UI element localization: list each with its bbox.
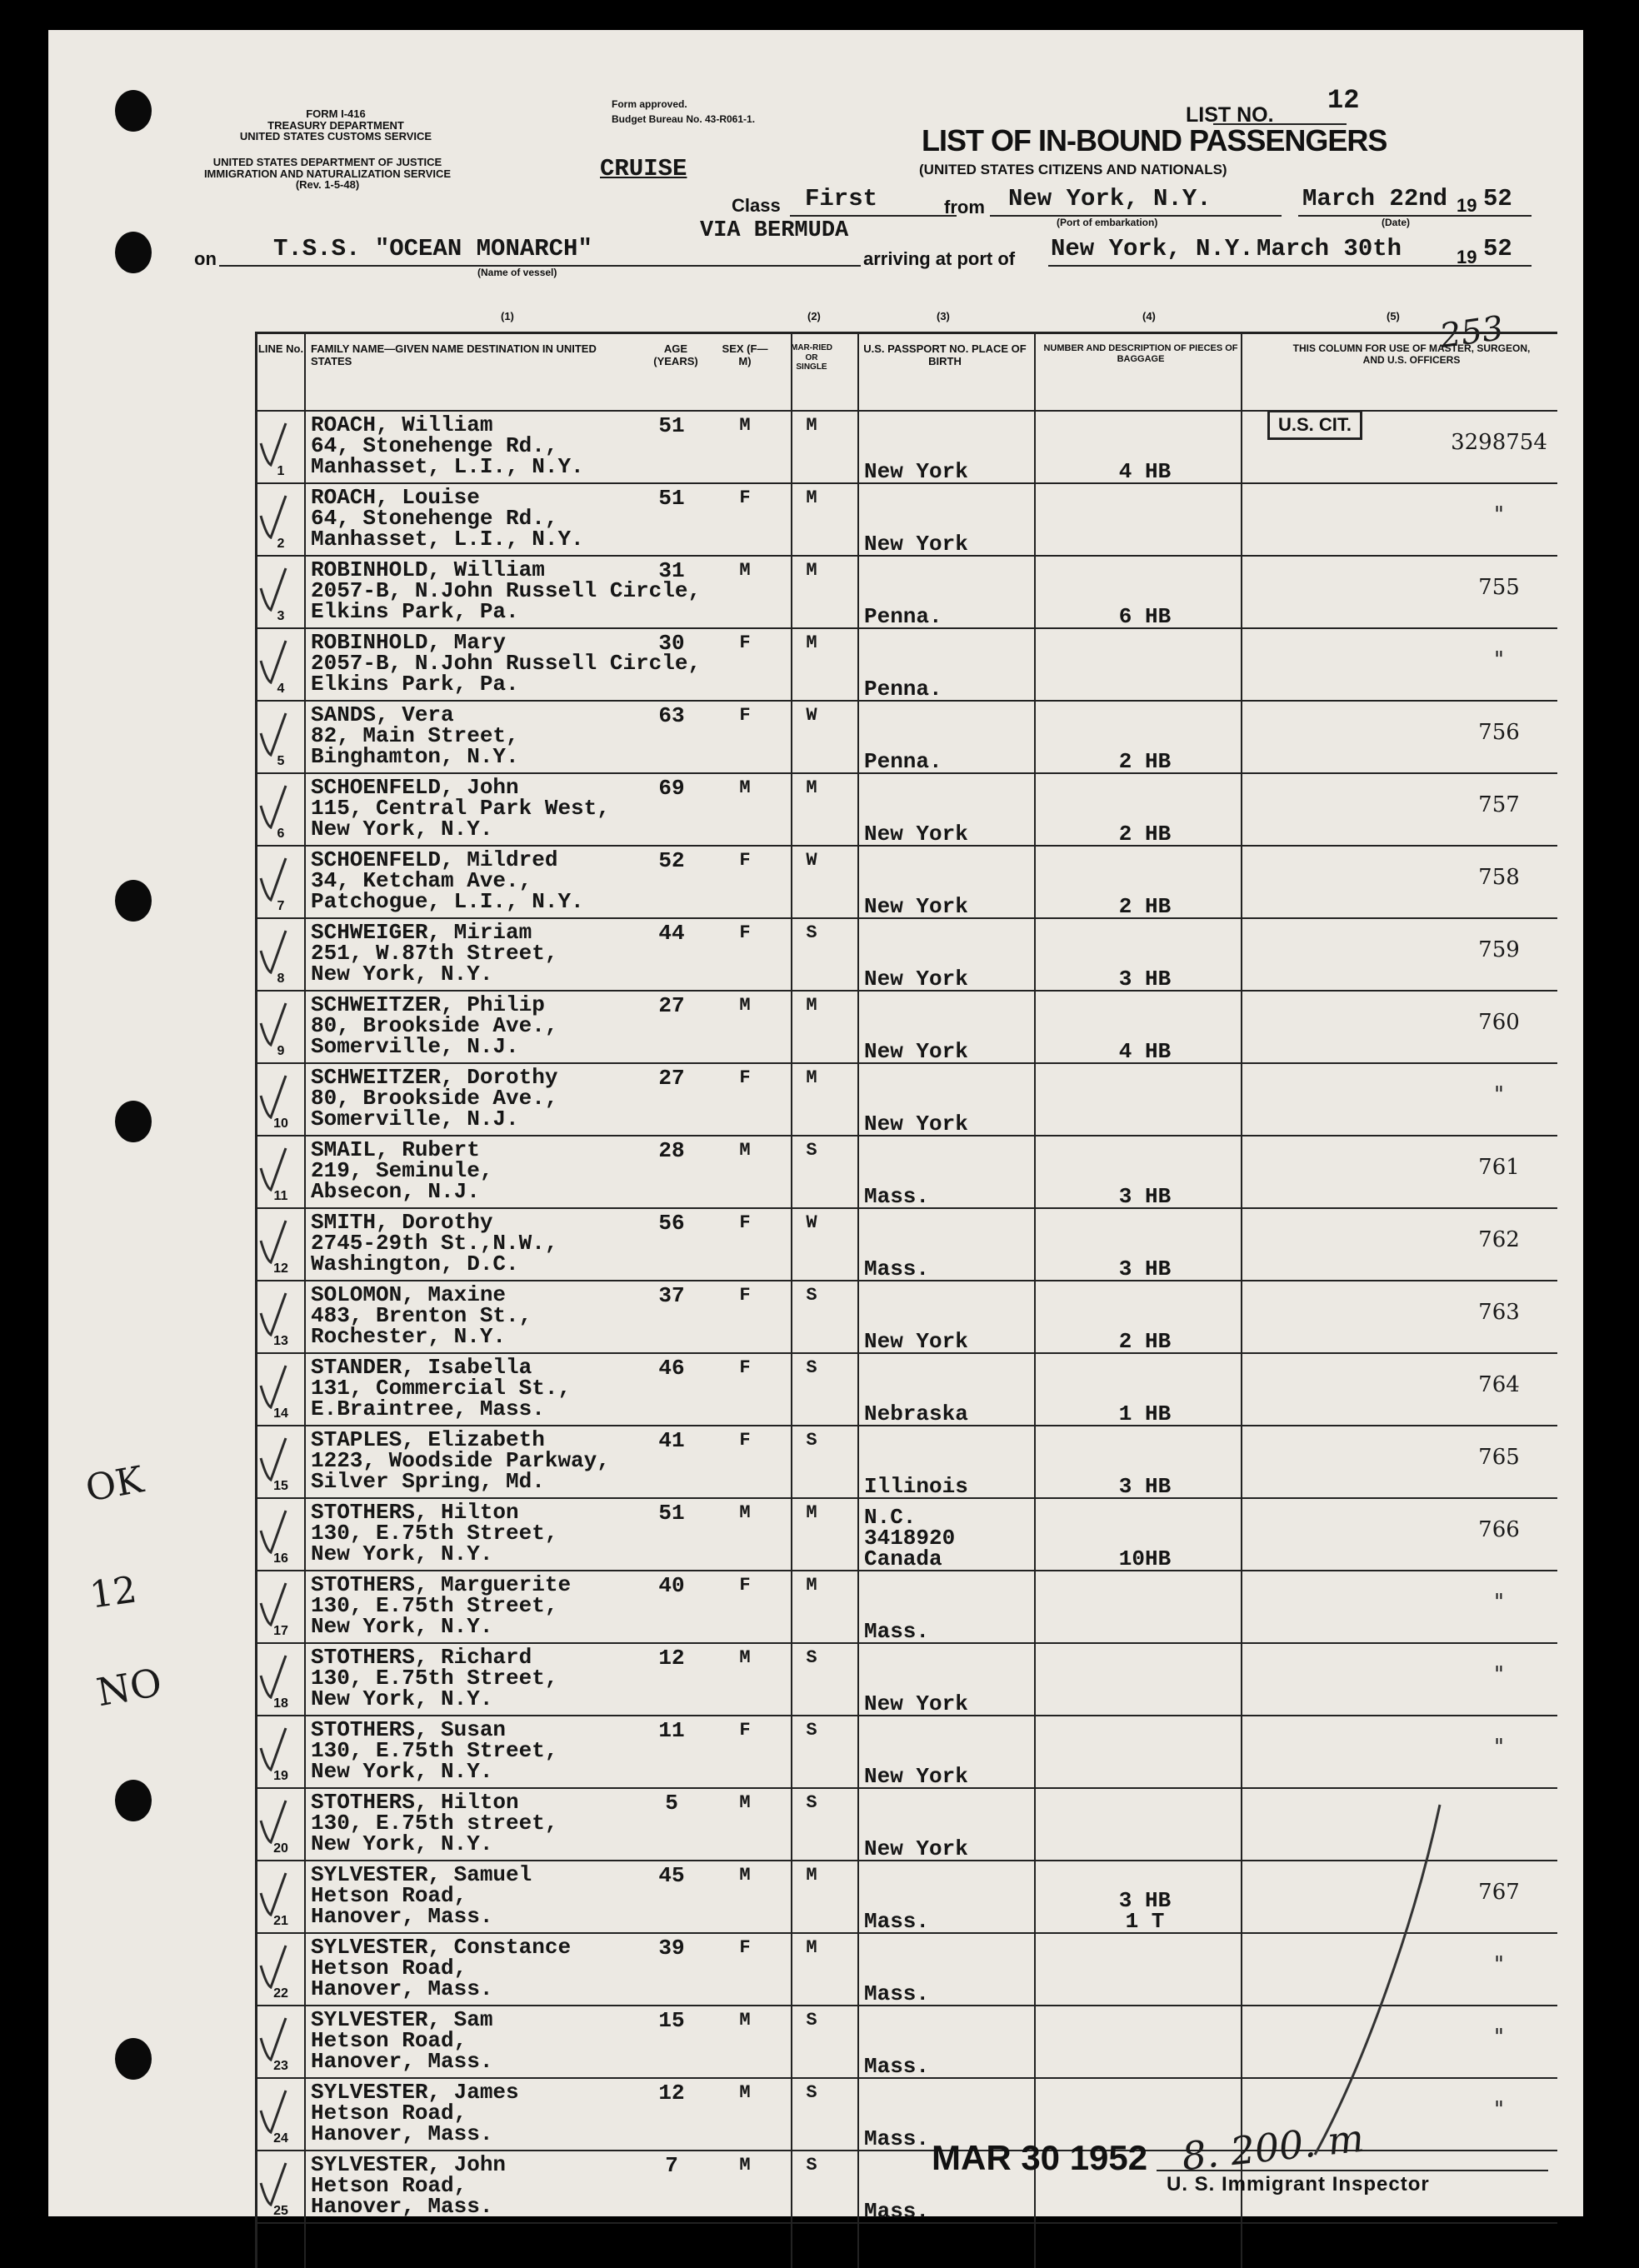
age: 15 bbox=[658, 2008, 685, 2033]
check-mark-icon bbox=[256, 418, 289, 468]
check-mark-icon bbox=[256, 853, 289, 903]
sex: F bbox=[739, 1285, 751, 1306]
baggage: 3 HB bbox=[1118, 1184, 1172, 1209]
marital-status: S bbox=[806, 1430, 817, 1451]
table-row bbox=[257, 1136, 1557, 1209]
age: 51 bbox=[658, 413, 685, 438]
age: 41 bbox=[658, 1428, 685, 1453]
marital-status: M bbox=[806, 487, 817, 508]
marital-status: W bbox=[806, 850, 817, 871]
baggage: 3 HB 1 T bbox=[1118, 1888, 1172, 1934]
agency-block bbox=[227, 108, 444, 142]
table-row bbox=[257, 629, 1557, 702]
sex: F bbox=[739, 1357, 751, 1378]
place-of-birth: Illinois bbox=[864, 1474, 968, 1499]
baggage: 1 HB bbox=[1118, 1401, 1172, 1426]
table-row bbox=[257, 1354, 1557, 1426]
age: 30 bbox=[658, 631, 685, 656]
passenger-name-address: ROACH, William 64, Stonehenge Rd., Manhasset, L.I., N.Y. bbox=[311, 412, 584, 479]
handwritten-note: 8. 200. m bbox=[1179, 2115, 1367, 2180]
class-value: First bbox=[805, 185, 878, 212]
line-number: 4 bbox=[277, 682, 285, 696]
officer-note: " bbox=[1494, 1662, 1504, 1687]
punch-hole bbox=[115, 1780, 152, 1821]
via-bermuda: VIA BERMUDA bbox=[700, 218, 849, 243]
justice-rev: (Rev. 1-5-48) bbox=[295, 178, 360, 192]
manifest-page bbox=[48, 30, 1583, 2224]
check-mark-icon bbox=[256, 1071, 289, 1121]
age: 7 bbox=[665, 2153, 678, 2178]
check-mark-icon bbox=[256, 563, 289, 613]
place-of-birth: New York bbox=[864, 967, 968, 992]
marital-status: S bbox=[806, 2010, 817, 2031]
marital-status: S bbox=[806, 922, 817, 943]
check-mark-icon bbox=[256, 1506, 289, 1556]
sex: F bbox=[739, 850, 751, 871]
age: 31 bbox=[658, 558, 685, 583]
passenger-name-address: SOLOMON, Maxine 483, Brenton St., Rochester, N.Y. bbox=[311, 1282, 532, 1349]
officer-note: 765 bbox=[1478, 1445, 1520, 1470]
col-header-passport: U.S. PASSPORT NO. PLACE OF BIRTH bbox=[863, 342, 1027, 367]
col-num-4: (4) bbox=[1142, 310, 1156, 322]
baggage: 4 HB bbox=[1118, 1039, 1172, 1064]
place-of-birth: Nebraska bbox=[864, 1401, 968, 1426]
officer-note: " bbox=[1494, 647, 1504, 672]
check-mark-icon bbox=[256, 1216, 289, 1266]
place-of-birth: Mass. bbox=[864, 1184, 930, 1209]
table-top-rule bbox=[257, 332, 1557, 334]
inspector-caption: U. S. Immigrant Inspector bbox=[1167, 2173, 1430, 2196]
cruise-label: CRUISE bbox=[600, 155, 687, 182]
arrival-year-prefix: 19 bbox=[1457, 247, 1477, 267]
passenger-name-address: SYLVESTER, Sam Hetson Road, Hanover, Mass. bbox=[311, 2007, 493, 2074]
col-header-line: LINE No. bbox=[257, 342, 304, 355]
marital-status: M bbox=[806, 777, 817, 798]
line-number: 5 bbox=[277, 754, 285, 768]
form-title: LIST OF IN-BOUND PASSENGERS bbox=[922, 123, 1387, 157]
baggage: 2 HB bbox=[1118, 822, 1172, 847]
sex: M bbox=[739, 1792, 751, 1813]
line-number: 25 bbox=[273, 2204, 288, 2218]
passenger-name-address: STOTHERS, Susan 130, E.75th Street, New York, N.Y. bbox=[311, 1717, 558, 1784]
age: 37 bbox=[658, 1283, 685, 1308]
sex: M bbox=[739, 1140, 751, 1161]
budget-bureau: Budget Bureau No. 43-R061-1. bbox=[612, 113, 756, 125]
sex: F bbox=[739, 1720, 751, 1741]
port-caption: (Port of embarkation) bbox=[1057, 217, 1158, 228]
passenger-name-address: SMITH, Dorothy 2745-29th St.,N.W., Washington, D.C. bbox=[311, 1210, 558, 1276]
check-mark-icon bbox=[256, 1288, 289, 1338]
arrival-year: 52 bbox=[1483, 235, 1512, 262]
age: 63 bbox=[658, 703, 685, 728]
line-number: 18 bbox=[273, 1696, 288, 1711]
line-number: 22 bbox=[273, 1986, 288, 2001]
passenger-name-address: SYLVESTER, Samuel Hetson Road, Hanover, Mass. bbox=[311, 1862, 532, 1929]
line-number: 21 bbox=[273, 1914, 288, 1928]
sex: F bbox=[739, 1575, 751, 1596]
age: 51 bbox=[658, 1501, 685, 1526]
officer-note: " bbox=[1494, 502, 1504, 527]
marital-status: M bbox=[806, 995, 817, 1016]
baggage: 2 HB bbox=[1118, 749, 1172, 774]
place-of-birth: New York bbox=[864, 459, 968, 484]
line-number: 8 bbox=[277, 972, 285, 986]
table-row bbox=[257, 412, 1557, 484]
class-label: Class bbox=[732, 195, 781, 216]
table-row bbox=[257, 847, 1557, 919]
check-mark-icon bbox=[256, 708, 289, 758]
check-mark-icon bbox=[256, 2086, 289, 2136]
vessel-name: T.S.S. "OCEAN MONARCH" bbox=[273, 235, 592, 262]
officer-note: 760 bbox=[1478, 1010, 1520, 1035]
officer-note: 762 bbox=[1478, 1227, 1520, 1252]
marital-status: M bbox=[806, 632, 817, 653]
sex: F bbox=[739, 1937, 751, 1958]
table-row bbox=[257, 1209, 1557, 1281]
check-mark-icon bbox=[256, 781, 289, 831]
col-header-name: FAMILY NAME—GIVEN NAME DESTINATION IN UNITED STATES bbox=[311, 342, 597, 367]
place-of-birth: New York bbox=[864, 1039, 968, 1064]
baggage: 3 HB bbox=[1118, 1474, 1172, 1499]
officer-note: " bbox=[1494, 1735, 1504, 1760]
age: 52 bbox=[658, 848, 685, 873]
age: 12 bbox=[658, 2081, 685, 2106]
arriving-label: arriving at port of bbox=[863, 248, 1016, 269]
line-number: 11 bbox=[273, 1189, 288, 1203]
passenger-name-address: SCHWEITZER, Philip 80, Brookside Ave., Somerville, N.J. bbox=[311, 992, 558, 1059]
punch-hole bbox=[115, 1101, 152, 1142]
col-num-3: (3) bbox=[937, 310, 950, 322]
sex: F bbox=[739, 705, 751, 726]
officer-note: " bbox=[1494, 1952, 1504, 1977]
table-row bbox=[257, 484, 1557, 557]
marital-status: M bbox=[806, 1575, 817, 1596]
officer-note: 766 bbox=[1478, 1517, 1520, 1542]
baggage: 2 HB bbox=[1118, 1329, 1172, 1354]
check-mark-icon bbox=[256, 926, 289, 976]
check-mark-icon bbox=[256, 1433, 289, 1483]
passenger-name-address: STOTHERS, Hilton 130, E.75th Street, New York, N.Y. bbox=[311, 1500, 558, 1566]
marital-status: S bbox=[806, 1720, 817, 1741]
line-number: 17 bbox=[273, 1624, 288, 1638]
rule bbox=[1298, 215, 1532, 217]
marital-status: M bbox=[806, 1937, 817, 1958]
check-mark-icon bbox=[256, 491, 289, 541]
line-number: 13 bbox=[273, 1334, 288, 1348]
age: 44 bbox=[658, 921, 685, 946]
place-of-birth: New York bbox=[864, 1836, 968, 1861]
table-row bbox=[257, 1571, 1557, 1644]
passenger-name-address: ROBINHOLD, William 2057-B, N.John Russell Circle, Elkins Park, Pa. bbox=[311, 557, 702, 624]
agency-form: FORM I-416 bbox=[306, 107, 366, 120]
line-number: 24 bbox=[273, 2131, 288, 2146]
place-of-birth: Penna. bbox=[864, 604, 942, 629]
officer-note: " bbox=[1494, 2025, 1504, 2050]
margin-note-12: 12 bbox=[87, 1568, 140, 1617]
from-year-prefix: 19 bbox=[1457, 195, 1477, 216]
place-of-birth: Mass. bbox=[864, 2126, 930, 2151]
col-num-1: (1) bbox=[501, 310, 514, 322]
on-label: on bbox=[194, 248, 217, 269]
line-number: 16 bbox=[273, 1551, 288, 1566]
check-mark-icon bbox=[256, 1578, 289, 1628]
age: 51 bbox=[658, 486, 685, 511]
line-number: 15 bbox=[273, 1479, 288, 1493]
marital-status: S bbox=[806, 1647, 817, 1668]
sex: F bbox=[739, 632, 751, 653]
passenger-name-address: SYLVESTER, John Hetson Road, Hanover, Mass. bbox=[311, 2152, 507, 2219]
rule bbox=[1048, 265, 1532, 267]
sex: F bbox=[739, 1067, 751, 1088]
marital-status: S bbox=[806, 2155, 817, 2176]
age: 69 bbox=[658, 776, 685, 801]
agency-service: UNITED STATES CUSTOMS SERVICE bbox=[239, 130, 432, 143]
passenger-name-address: STOTHERS, Hilton 130, E.75th street, New York, N.Y. bbox=[311, 1790, 558, 1856]
officer-note: " bbox=[1494, 2097, 1504, 2122]
line-number: 14 bbox=[273, 1406, 288, 1421]
sex: F bbox=[739, 1430, 751, 1451]
line-number: 3 bbox=[277, 609, 285, 623]
age: 27 bbox=[658, 1066, 685, 1091]
officer-note: 758 bbox=[1478, 865, 1520, 890]
passenger-name-address: ROACH, Louise 64, Stonehenge Rd., Manhasset, L.I., N.Y. bbox=[311, 485, 584, 552]
form-approved: Form approved. bbox=[612, 98, 687, 110]
margin-note-no: NO bbox=[92, 1659, 166, 1716]
sex: M bbox=[739, 2155, 751, 2176]
check-mark-icon bbox=[256, 636, 289, 686]
marital-status: M bbox=[806, 560, 817, 581]
place-of-birth: Mass. bbox=[864, 1909, 930, 1934]
from-label: from bbox=[944, 197, 985, 217]
sex: F bbox=[739, 1212, 751, 1233]
officer-note: " bbox=[1494, 1082, 1504, 1107]
passenger-name-address: STOTHERS, Marguerite 130, E.75th Street, New York, N.Y. bbox=[311, 1572, 572, 1639]
col-header-age: AGE (YEARS) bbox=[653, 342, 698, 367]
handwritten-253: 253 bbox=[1437, 308, 1507, 357]
sex: M bbox=[739, 2082, 751, 2103]
punch-hole bbox=[115, 232, 152, 273]
check-mark-icon bbox=[256, 1796, 289, 1846]
sex: M bbox=[739, 1502, 751, 1523]
table-row bbox=[257, 702, 1557, 774]
marital-status: S bbox=[806, 1792, 817, 1813]
passenger-name-address: SYLVESTER, James Hetson Road, Hanover, Mass. bbox=[311, 2080, 519, 2146]
table-row bbox=[257, 992, 1557, 1064]
line-number: 10 bbox=[273, 1117, 288, 1131]
check-mark-icon bbox=[256, 1941, 289, 1991]
baggage: 6 HB bbox=[1118, 604, 1172, 629]
passenger-name-address: SCHOENFELD, John 115, Central Park West, New York, N.Y. bbox=[311, 775, 610, 842]
us-citizen-stamp: U.S. CIT. bbox=[1267, 410, 1362, 440]
check-mark-icon bbox=[256, 1143, 289, 1193]
row-rule bbox=[257, 2222, 1557, 2224]
age: 28 bbox=[658, 1138, 685, 1163]
age: 5 bbox=[665, 1791, 678, 1816]
marital-status: S bbox=[806, 1140, 817, 1161]
rule bbox=[790, 215, 957, 217]
passenger-name-address: STANDER, Isabella 131, Commercial St., E.Braintree, Mass. bbox=[311, 1355, 572, 1421]
baggage: 10HB bbox=[1118, 1546, 1172, 1571]
officer-note: 764 bbox=[1478, 1372, 1520, 1397]
col-header-sex: SEX (F—M) bbox=[722, 342, 768, 367]
age: 46 bbox=[658, 1356, 685, 1381]
age: 39 bbox=[658, 1936, 685, 1961]
check-mark-icon bbox=[256, 998, 289, 1048]
table-row bbox=[257, 1644, 1557, 1716]
sex: M bbox=[739, 995, 751, 1016]
date-caption: (Date) bbox=[1382, 217, 1411, 228]
sex: M bbox=[739, 777, 751, 798]
justice-block bbox=[194, 157, 461, 191]
marital-status: M bbox=[806, 415, 817, 436]
place-of-birth: New York bbox=[864, 1691, 968, 1716]
list-no-value: 12 bbox=[1327, 85, 1360, 116]
line-number: 9 bbox=[277, 1044, 285, 1058]
line-number: 20 bbox=[273, 1841, 288, 1856]
place-of-birth: New York bbox=[864, 1112, 968, 1136]
passenger-name-address: SCHOENFELD, Mildred 34, Ketcham Ave., Patchogue, L.I., N.Y. bbox=[311, 847, 584, 914]
sex: M bbox=[739, 2010, 751, 2031]
sex: M bbox=[739, 1647, 751, 1668]
officer-note: 763 bbox=[1478, 1300, 1520, 1325]
table-row bbox=[257, 919, 1557, 992]
line-number: 23 bbox=[273, 2059, 288, 2073]
baggage: 2 HB bbox=[1118, 894, 1172, 919]
place-of-birth: New York bbox=[864, 894, 968, 919]
officer-note: 767 bbox=[1478, 1880, 1520, 1905]
age: 45 bbox=[658, 1863, 685, 1888]
age: 56 bbox=[658, 1211, 685, 1236]
officer-note: 757 bbox=[1478, 792, 1520, 817]
line-number: 7 bbox=[277, 899, 285, 913]
vessel-caption: (Name of vessel) bbox=[477, 267, 557, 278]
passenger-name-address: SCHWEIGER, Miriam 251, W.87th Street, New York, N.Y. bbox=[311, 920, 558, 987]
officer-note: 756 bbox=[1478, 720, 1520, 745]
place-of-birth: Penna. bbox=[864, 677, 942, 702]
officer-note: 759 bbox=[1478, 937, 1520, 962]
place-of-birth: Mass. bbox=[864, 1981, 930, 2006]
col-header-marital: MAR-RIED OR SINGLE bbox=[791, 343, 832, 372]
marital-status: M bbox=[806, 1502, 817, 1523]
table-row bbox=[257, 774, 1557, 847]
place-of-birth: Mass. bbox=[864, 2054, 930, 2079]
arrival-port: New York, N.Y. bbox=[1051, 235, 1254, 262]
passenger-name-address: SMAIL, Rubert 219, Seminule, Absecon, N.J. bbox=[311, 1137, 493, 1204]
passenger-name-address: STAPLES, Elizabeth 1223, Woodside Parkway, Silver Spring, Md. bbox=[311, 1427, 610, 1494]
col-header-baggage: NUMBER AND DESCRIPTION OF PIECES OF BAGGAGE bbox=[1043, 343, 1238, 364]
place-of-birth: New York bbox=[864, 1329, 968, 1354]
from-year: 52 bbox=[1483, 185, 1512, 212]
line-number: 1 bbox=[277, 464, 285, 478]
justice-dept: UNITED STATES DEPARTMENT OF JUSTICE bbox=[212, 156, 442, 168]
place-of-birth: New York bbox=[864, 822, 968, 847]
place-of-birth: N.C. 3418920 Canada bbox=[864, 1505, 956, 1571]
margin-note-ok: OK bbox=[82, 1458, 147, 1511]
age: 12 bbox=[658, 1646, 685, 1671]
table-row bbox=[257, 1281, 1557, 1354]
marital-status: S bbox=[806, 1357, 817, 1378]
baggage: 4 HB bbox=[1118, 459, 1172, 484]
form-subtitle: (UNITED STATES CITIZENS AND NATIONALS) bbox=[919, 162, 1227, 177]
table-row bbox=[257, 557, 1557, 629]
from-date: March 22nd bbox=[1302, 185, 1448, 212]
punch-hole bbox=[115, 880, 152, 922]
passenger-name-address: STOTHERS, Richard 130, E.75th Street, New York, N.Y. bbox=[311, 1645, 558, 1711]
justice-service: IMMIGRATION AND NATURALIZATION SERVICE bbox=[203, 167, 452, 180]
check-mark-icon bbox=[256, 1361, 289, 1411]
place-of-birth: Mass. bbox=[864, 1256, 930, 1281]
table-row bbox=[257, 1064, 1557, 1136]
sex: F bbox=[739, 487, 751, 508]
line-number: 19 bbox=[273, 1769, 288, 1783]
check-mark-icon bbox=[256, 1651, 289, 1701]
age: 11 bbox=[658, 1718, 685, 1743]
punch-hole bbox=[115, 90, 152, 132]
arrival-date: March 30th bbox=[1257, 235, 1402, 262]
officer-note: 761 bbox=[1478, 1155, 1520, 1180]
check-mark-icon bbox=[256, 1723, 289, 1773]
col-header-officers: THIS COLUMN FOR USE OF MASTER, SURGEON, AND U.S. OFFICERS bbox=[1292, 342, 1531, 366]
baggage: 3 HB bbox=[1118, 967, 1172, 992]
officer-note: 755 bbox=[1478, 575, 1520, 600]
pencil-slash bbox=[1298, 1796, 1465, 2163]
table-row bbox=[257, 1716, 1557, 1789]
sex: M bbox=[739, 560, 751, 581]
marital-status: W bbox=[806, 1212, 817, 1233]
passenger-name-address: SYLVESTER, Constance Hetson Road, Hanover, Mass. bbox=[311, 1935, 572, 2001]
passenger-name-address: SCHWEITZER, Dorothy 80, Brookside Ave., Somerville, N.J. bbox=[311, 1065, 558, 1132]
line-number: 12 bbox=[273, 1261, 288, 1276]
table-row bbox=[257, 1499, 1557, 1571]
check-mark-icon bbox=[256, 1868, 289, 1918]
place-of-birth: Mass. bbox=[864, 2199, 930, 2224]
table-row bbox=[257, 1426, 1557, 1499]
officer-note: " bbox=[1494, 1590, 1504, 1615]
punch-hole bbox=[115, 2038, 152, 2080]
check-mark-icon bbox=[256, 2158, 289, 2208]
col-num-5: (5) bbox=[1387, 310, 1400, 322]
place-of-birth: New York bbox=[864, 1764, 968, 1789]
passenger-name-address: ROBINHOLD, Mary 2057-B, N.John Russell Circle, Elkins Park, Pa. bbox=[311, 630, 702, 697]
age: 40 bbox=[658, 1573, 685, 1598]
list-no-label: LIST NO. bbox=[1186, 103, 1274, 127]
place-of-birth: Mass. bbox=[864, 1619, 930, 1644]
age: 27 bbox=[658, 993, 685, 1018]
sex: F bbox=[739, 922, 751, 943]
place-of-birth: Penna. bbox=[864, 749, 942, 774]
marital-status: W bbox=[806, 705, 817, 726]
from-port: New York, N.Y. bbox=[1008, 185, 1212, 212]
baggage: 3 HB bbox=[1118, 1256, 1172, 1281]
marital-status: S bbox=[806, 1285, 817, 1306]
marital-status: S bbox=[806, 2082, 817, 2103]
agency-dept: TREASURY DEPARTMENT bbox=[267, 118, 404, 132]
passenger-name-address: SANDS, Vera 82, Main Street, Binghamton, N.Y. bbox=[311, 702, 519, 769]
line-number: 2 bbox=[277, 537, 285, 551]
officer-note: 3298754 bbox=[1451, 430, 1547, 455]
line-number: 6 bbox=[277, 827, 285, 841]
inspector-rule bbox=[1157, 2170, 1548, 2171]
marital-status: M bbox=[806, 1067, 817, 1088]
marital-status: M bbox=[806, 1865, 817, 1886]
sex: M bbox=[739, 415, 751, 436]
arrival-stamp-date: MAR 30 1952 bbox=[932, 2138, 1148, 2177]
sex: M bbox=[739, 1865, 751, 1886]
check-mark-icon bbox=[256, 2013, 289, 2063]
place-of-birth: New York bbox=[864, 532, 968, 557]
col-num-2: (2) bbox=[807, 310, 821, 322]
